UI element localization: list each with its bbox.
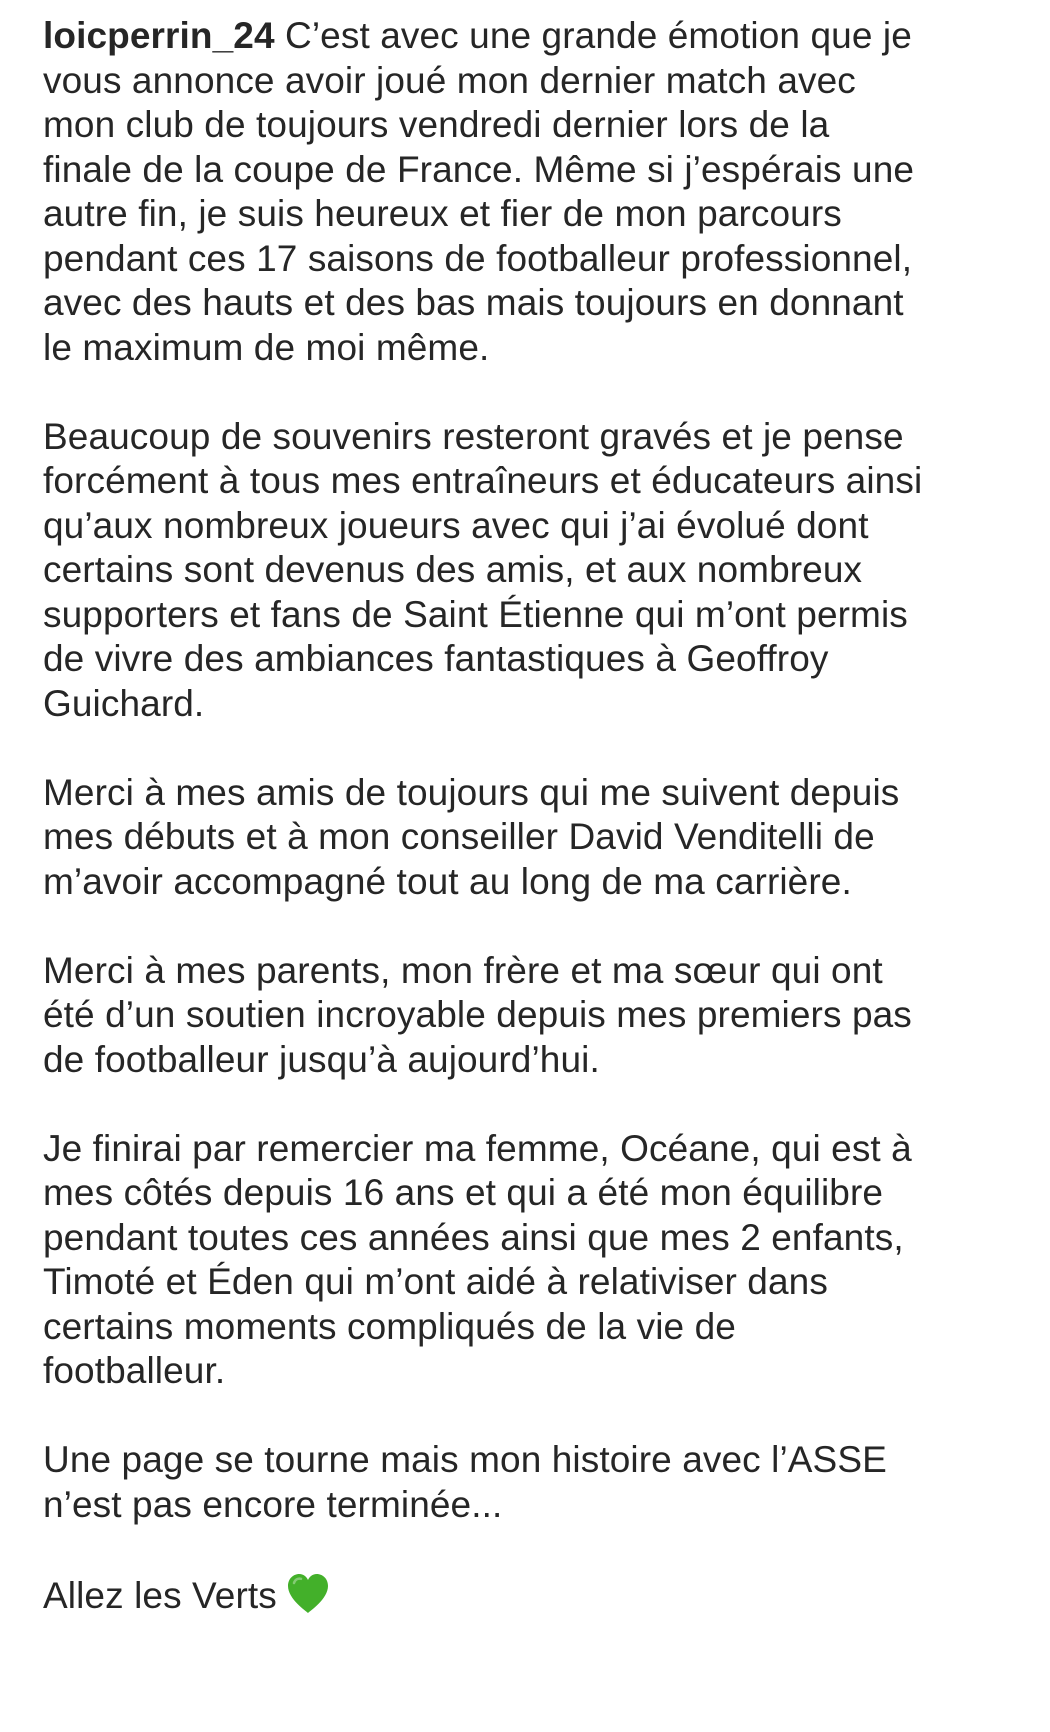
caption-line: vous annonce avoir joué mon dernier match avec: [43, 59, 856, 101]
caption-paragraph-2: [43, 415, 1033, 727]
caption-line: le maximum de moi même.: [43, 326, 490, 368]
caption-line: Beaucoup de souvenirs resteront gravés et je pense: [43, 415, 904, 457]
green-heart-icon: [285, 1572, 331, 1616]
caption-line: pendant toutes ces années ainsi que mes 2 enfants,: [43, 1216, 904, 1258]
caption-line: Timoté et Éden qui m’ont aidé à relativiser dans: [43, 1261, 828, 1302]
caption-paragraph-closing: [43, 1572, 1033, 1619]
caption-line: certains moments compliqués de la vie de: [43, 1305, 736, 1347]
caption-line: de vivre des ambiances fantastiques à Geoffroy: [43, 638, 829, 679]
caption-line: footballeur.: [43, 1350, 226, 1391]
caption-line: Guichard.: [43, 682, 205, 724]
caption-line: supporters et fans de Saint Étienne qui m’ont permis: [43, 593, 908, 635]
caption-line: Je finirai par remercier ma femme, Océane, qui est à: [43, 1127, 912, 1169]
caption-paragraph-4: [43, 949, 1033, 1083]
caption-line: [43, 14, 1033, 59]
caption-line: m’avoir accompagné tout au long de ma carrière.: [43, 860, 852, 902]
caption-line: [43, 1572, 1033, 1619]
caption-line: pendant ces 17 saisons de footballeur professionnel,: [43, 237, 913, 279]
post-caption: [43, 14, 1033, 1618]
caption-line: Merci à mes amis de toujours qui me suivent depuis: [43, 771, 900, 813]
caption-text: C’est avec une grande émotion que je: [285, 15, 912, 56]
caption-paragraph-3: [43, 771, 1033, 905]
caption-line: finale de la coupe de France. Même si j’espérais une: [43, 148, 915, 190]
caption-paragraph-6: [43, 1438, 1033, 1527]
caption-line: avec des hauts et des bas mais toujours en donnant: [43, 282, 904, 323]
caption-line: été d’un soutien incroyable depuis mes premiers pas: [43, 994, 912, 1035]
caption-line: certains sont devenus des amis, et aux nombreux: [43, 549, 863, 590]
caption-line: Merci à mes parents, mon frère et ma sœur qui ont: [43, 949, 883, 991]
closing-text: Allez les Verts: [43, 1574, 277, 1616]
caption-line: Une page se tourne mais mon histoire avec l’ASSE: [43, 1439, 887, 1480]
caption-paragraph-1: [43, 14, 1033, 370]
caption-line: forcément à tous mes entraîneurs et éducateurs ainsi: [43, 460, 923, 501]
caption-line: autre fin, je suis heureux et fier de mon parcours: [43, 193, 842, 234]
caption-line: mon club de toujours vendredi dernier lors de la: [43, 104, 830, 145]
caption-line: mes débuts et à mon conseiller David Venditelli de: [43, 816, 875, 857]
caption-line: qu’aux nombreux joueurs avec qui j’ai évolué dont: [43, 504, 869, 546]
caption-line: n’est pas encore terminée...: [43, 1483, 503, 1525]
username-link[interactable]: loicperrin_24: [43, 15, 275, 56]
caption-line: de footballeur jusqu’à aujourd’hui.: [43, 1038, 600, 1080]
caption-line: mes côtés depuis 16 ans et qui a été mon équilibre: [43, 1172, 884, 1213]
caption-paragraph-5: [43, 1127, 1033, 1394]
